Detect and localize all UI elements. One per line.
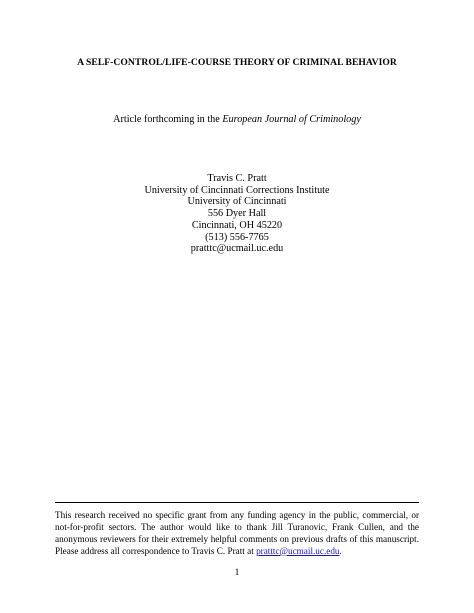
footnote-end: . [339, 545, 342, 556]
author-building: 556 Dyer Hall [207, 208, 267, 220]
author-university: University of Cincinnati [187, 196, 287, 208]
author-name: Travis C. Pratt [207, 173, 267, 184]
page-number: 1 [234, 568, 240, 578]
author-city: Cincinnati, OH 45220 [191, 219, 283, 231]
author-email: pratttc@ucmail.uc.edu [190, 243, 284, 255]
author-phone: (513) 556-7765 [205, 231, 269, 243]
publication-note-prefix: Article forthcoming in the [113, 114, 223, 125]
journal-name: European Journal of Criminology [222, 114, 361, 125]
paper-title: A SELF-CONTROL/LIFE-COURSE THEORY OF CRIMINAL BEHAVIOR [77, 57, 397, 68]
footnote-text: This research received no specific grant from any funding agency in the public, commercial, or not-for-profit sectors. The author would like to thank Jill Turanovic, Frank Cullen, and the anonymous reviewers for their extremely helpful comments on previous drafts of this manuscript. Please address all correspondence to Travis C. Pratt at [55, 510, 419, 556]
author-block [0, 173, 474, 255]
footnote-divider [55, 502, 419, 503]
footnote-email-link[interactable]: pratttc@ucmail.uc.edu [256, 545, 340, 556]
footnote [55, 510, 419, 558]
publication-note [0, 114, 474, 125]
author-institute: University of Cincinnati Corrections Institute [144, 184, 330, 196]
